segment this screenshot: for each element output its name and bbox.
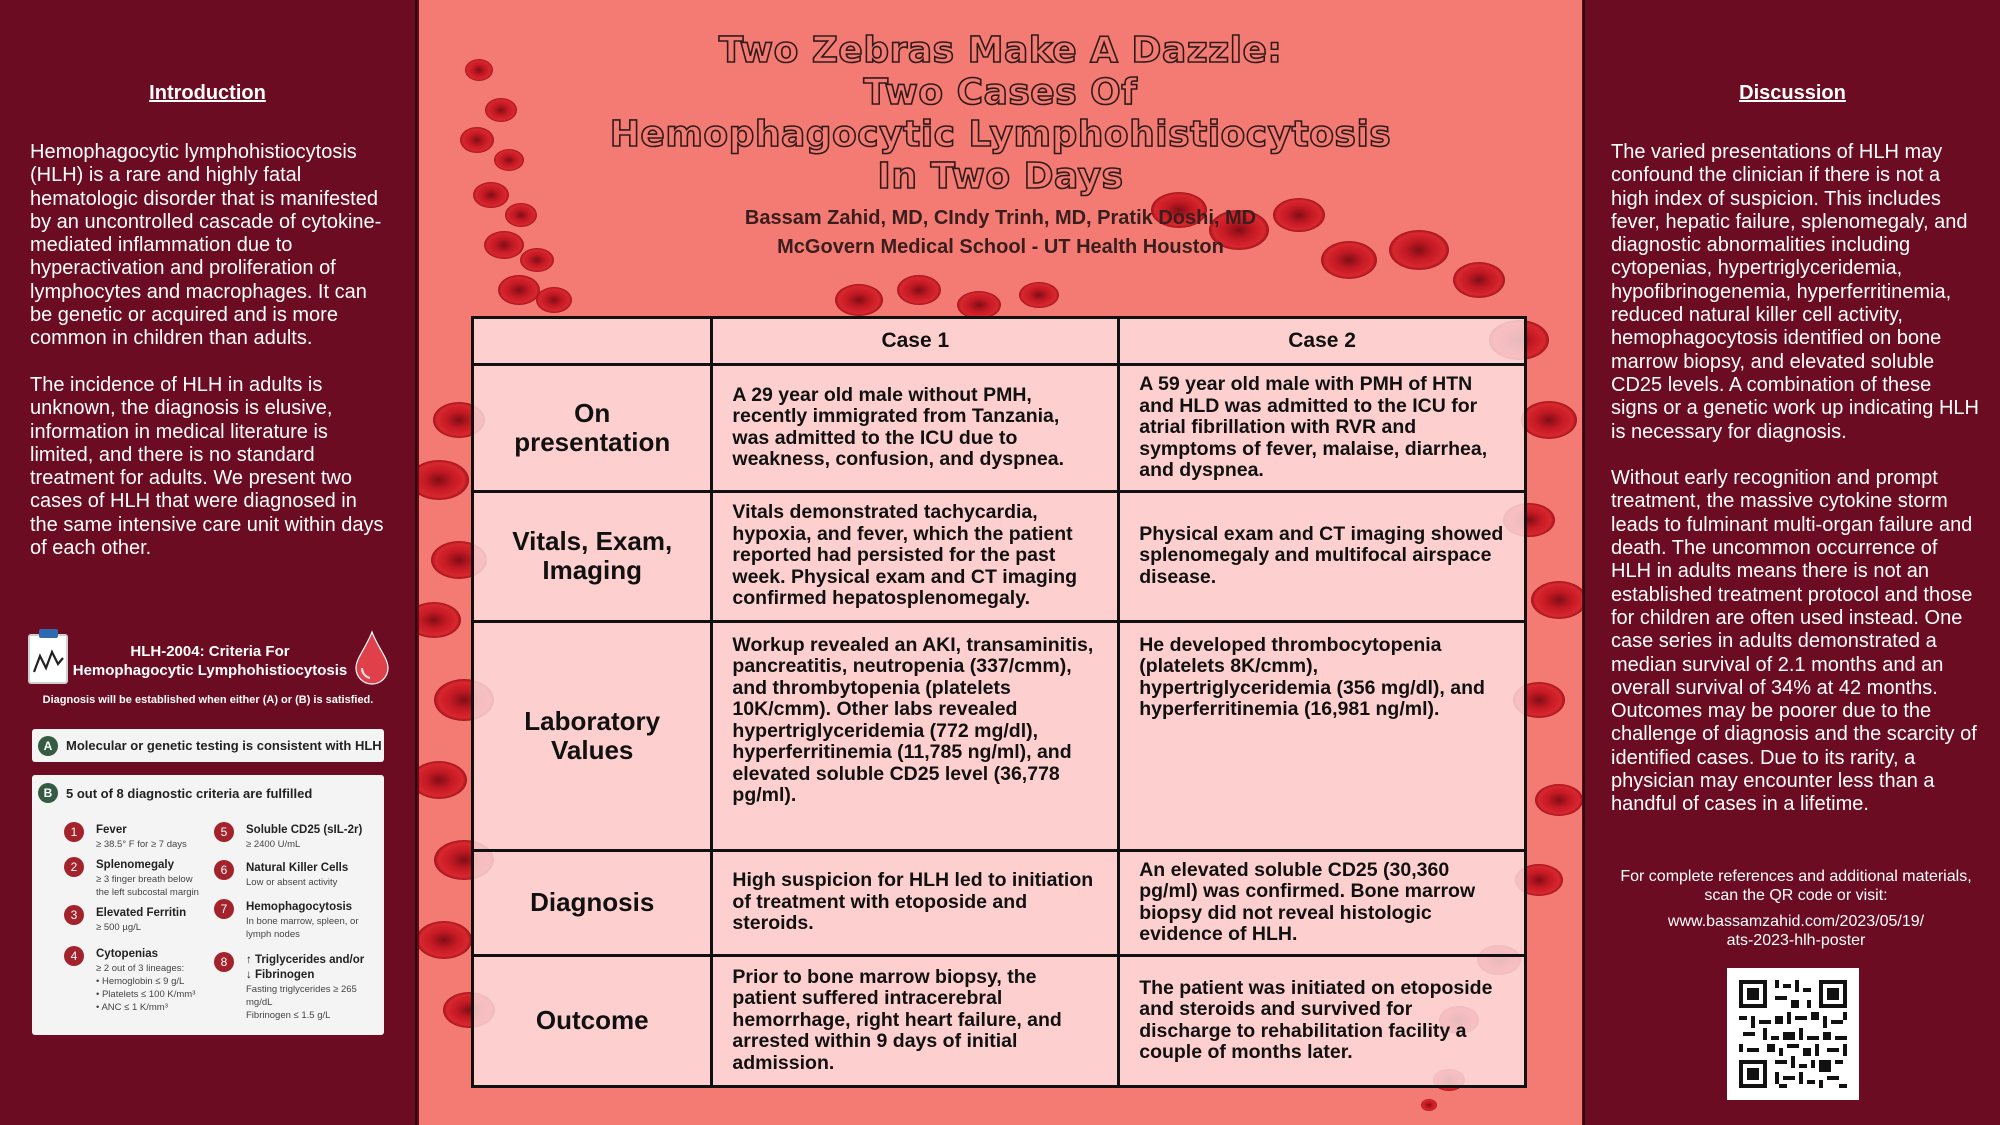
- table-row: [473, 621, 1526, 850]
- option-b-badge: B: [38, 783, 58, 803]
- case1-cell: High suspicion for HLH led to initiation of treatment with etoposide and steroids.: [712, 850, 1119, 955]
- criterion-detail: In bone marrow, spleen, or lymph nodes: [246, 916, 359, 940]
- case2-cell: The patient was initiated on etoposide and steroids and survived for discharge to rehabilitation facility a couple of months later.: [1119, 955, 1526, 1086]
- case1-cell: Prior to bone marrow biopsy, the patient suffered intracerebral hemorrhage, right heart failure, and arrested within 9 days of initial admission.: [712, 955, 1119, 1086]
- criteria-title: HLH-2004: Criteria For Hemophagocytic Lymphohistiocytosis: [72, 643, 348, 679]
- poster-center: [419, 0, 1582, 1125]
- affiliation: McGovern Medical School - UT Health Houston: [777, 236, 1224, 258]
- criterion-number: 4: [64, 946, 84, 966]
- references-note: For complete references and additional materials, scan the QR code or visit:: [1620, 868, 1972, 904]
- table-header-row: [473, 318, 1526, 365]
- criterion-title: Fever: [96, 824, 127, 836]
- criterion-number: 6: [214, 860, 234, 880]
- case1-cell: Workup revealed an AKI, transaminitis, pancreatitis, neutropenia (337/cmm), and thrombytopenia (platelets 10K/cmm). Other labs revealed hypertriglyceridemia (772 mg/dl), hyperferritinemia (11,785 ng/ml), and elevated soluble CD25 level (36,778 pg/ml).: [712, 621, 1119, 850]
- case-comparison-table: [471, 316, 1527, 1088]
- row-label: Outcome: [473, 955, 712, 1086]
- title-line: Two Cases Of: [863, 72, 1138, 113]
- criterion-title: Cytopenias: [96, 948, 158, 960]
- title-line: Two Zebras Make A Dazzle:: [718, 30, 1283, 71]
- row-label: On presentation: [473, 365, 712, 492]
- authors: Bassam Zahid, MD, CIndy Trinh, MD, Pratik Doshi, MD: [744, 207, 1257, 229]
- criterion-title: Natural Killer Cells: [246, 862, 349, 874]
- discussion-panel: [1583, 0, 2000, 1125]
- title-line: In Two Days: [877, 156, 1124, 197]
- criterion-number: 8: [214, 952, 234, 972]
- criterion-number: 3: [64, 905, 84, 925]
- discussion-heading: Discussion: [1739, 82, 1846, 104]
- criterion-title: Elevated Ferritin: [96, 907, 187, 919]
- discussion-text: The varied presentations of HLH may confound the clinician if there is not a high index of suspicion. This includes fever, hepatic failure, splenomegaly, and diagnostic abnormalities including cytopenias, hypertriglyceridemia, hypofibrinogenemia, hyperferritinemia, reduced natural killer cell activity, hemophagocytosis identified on bone marrow biopsy, and elevated soluble CD25 levels. A combination of these signs or a genetic work up indicating HLH is necessary for diagnosis. Without early recognition and prompt treatment, the massive cytokine storm leads to fulminant multi-organ failure and death. The uncommon occurrence of HLH in adults means there is not an established treatment protocol and those for children are often used instead. One case series in adults demonstrated a median survival of 2.1 months and an overall survival of 34% at 42 months. Outcomes may be poorer due to the challenge of diagnosis and the scarcity of identified cases. Due to its rarity, a physician may encounter less than a handful of cases in a lifetime.: [1611, 141, 1979, 816]
- case1-cell: Vitals demonstrated tachycardia, hypoxia, and fever, which the patient reported had persisted for the past week. Physical exam and CT imaging confirmed hepatosplenomegaly.: [712, 491, 1119, 621]
- option-b-text: 5 out of 8 diagnostic criteria are fulfilled: [66, 785, 313, 801]
- criterion-detail: Low or absent activity: [246, 877, 338, 888]
- case2-cell: Physical exam and CT imaging showed splenomegaly and multifocal airspace disease.: [1119, 491, 1526, 621]
- table-row: [473, 365, 1526, 492]
- clipboard-chart-icon: [28, 634, 68, 684]
- introduction-text: Hemophagocytic lymphohistiocytosis (HLH) is a rare and highly fatal hematologic disorder that is manifested by an uncontrolled cascade of cytokine-mediated inflammation due to hyperactivation and proliferation of lymphocytes and macrophages. It can be genetic or acquired and is more common in children than adults. The incidence of HLH in adults is unknown, the diagnosis is elusive, information in medical literature is limited, and there is no standard treatment for adults. We present two cases of HLH that were diagnosed in the same intensive care unit within days of each other.: [30, 141, 384, 560]
- row-label: Laboratory Values: [473, 621, 712, 850]
- option-a-badge: A: [38, 736, 58, 756]
- table-row: [473, 491, 1526, 621]
- criterion-number: 1: [64, 822, 84, 842]
- case2-cell: He developed thrombocytopenia (platelets 8K/cmm), hypertriglyceridemia (356 mg/dl), and hyperferritinemia (16,981 ng/ml).: [1119, 621, 1526, 850]
- poster-title: [419, 30, 1582, 198]
- criteria-option-a: [32, 729, 384, 762]
- table-header-cell: Case 2: [1119, 318, 1526, 365]
- blood-drop-icon: [354, 630, 390, 686]
- criterion-number: 7: [214, 899, 234, 919]
- references-url[interactable]: www.bassamzahid.com/2023/05/19/ ats-2023-hlh-poster: [1667, 913, 1925, 949]
- row-label: Diagnosis: [473, 850, 712, 955]
- criterion-number: 5: [214, 822, 234, 842]
- criterion-detail: ≥ 2 out of 3 lineages: • Hemoglobin ≤ 9 g/L • Platelets ≤ 100 K/mm³ • ANC ≤ 1 K/mm³: [96, 963, 196, 1013]
- case1-cell: A 29 year old male without PMH, recently immigrated from Tanzania, was admitted to the ICU due to weakness, confusion, and dyspnea.: [712, 365, 1119, 492]
- criterion-title: ↑ Triglycerides and/or ↓ Fibrinogen: [246, 954, 365, 981]
- table-row: [473, 955, 1526, 1086]
- table-header-cell: Case 1: [712, 318, 1119, 365]
- qr-code-icon[interactable]: [1727, 968, 1859, 1100]
- criterion-title: Soluble CD25 (sIL-2r): [246, 824, 363, 836]
- criteria-option-b: [32, 775, 384, 1035]
- option-b-heading: [38, 783, 312, 803]
- table-row: [473, 850, 1526, 955]
- criterion-detail: ≥ 38.5° F for ≥ 7 days: [96, 839, 187, 850]
- table-header-cell: [473, 318, 712, 365]
- criterion-detail: ≥ 3 finger breath below the left subcostal margin: [96, 874, 199, 898]
- introduction-heading: Introduction: [149, 82, 266, 104]
- criterion-detail: ≥ 2400 U/mL: [246, 839, 301, 850]
- row-label: Vitals, Exam, Imaging: [473, 491, 712, 621]
- criterion-title: Splenomegaly: [96, 859, 174, 871]
- criterion-title: Hemophagocytosis: [246, 901, 353, 913]
- case2-cell: A 59 year old male with PMH of HTN and HLD was admitted to the ICU for atrial fibrillation with RVR and symptoms of fever, malaise, diarrhea, and dyspnea.: [1119, 365, 1526, 492]
- option-a-text: Molecular or genetic testing is consistent with HLH: [66, 738, 382, 753]
- criteria-subtitle: Diagnosis will be established when either (A) or (B) is satisfied.: [42, 694, 374, 706]
- criterion-number: 2: [64, 857, 84, 877]
- criteria-header: [28, 630, 388, 685]
- criterion-detail: ≥ 500 µg/L: [96, 922, 142, 933]
- title-line: Hemophagocytic Lymphohistiocytosis: [609, 114, 1392, 155]
- criterion-detail: Fasting triglycerides ≥ 265 mg/dL Fibrinogen ≤ 1.5 g/L: [246, 984, 357, 1021]
- case2-cell: An elevated soluble CD25 (30,360 pg/ml) was confirmed. Bone marrow biopsy did not reveal histologic evidence of HLH.: [1119, 850, 1526, 955]
